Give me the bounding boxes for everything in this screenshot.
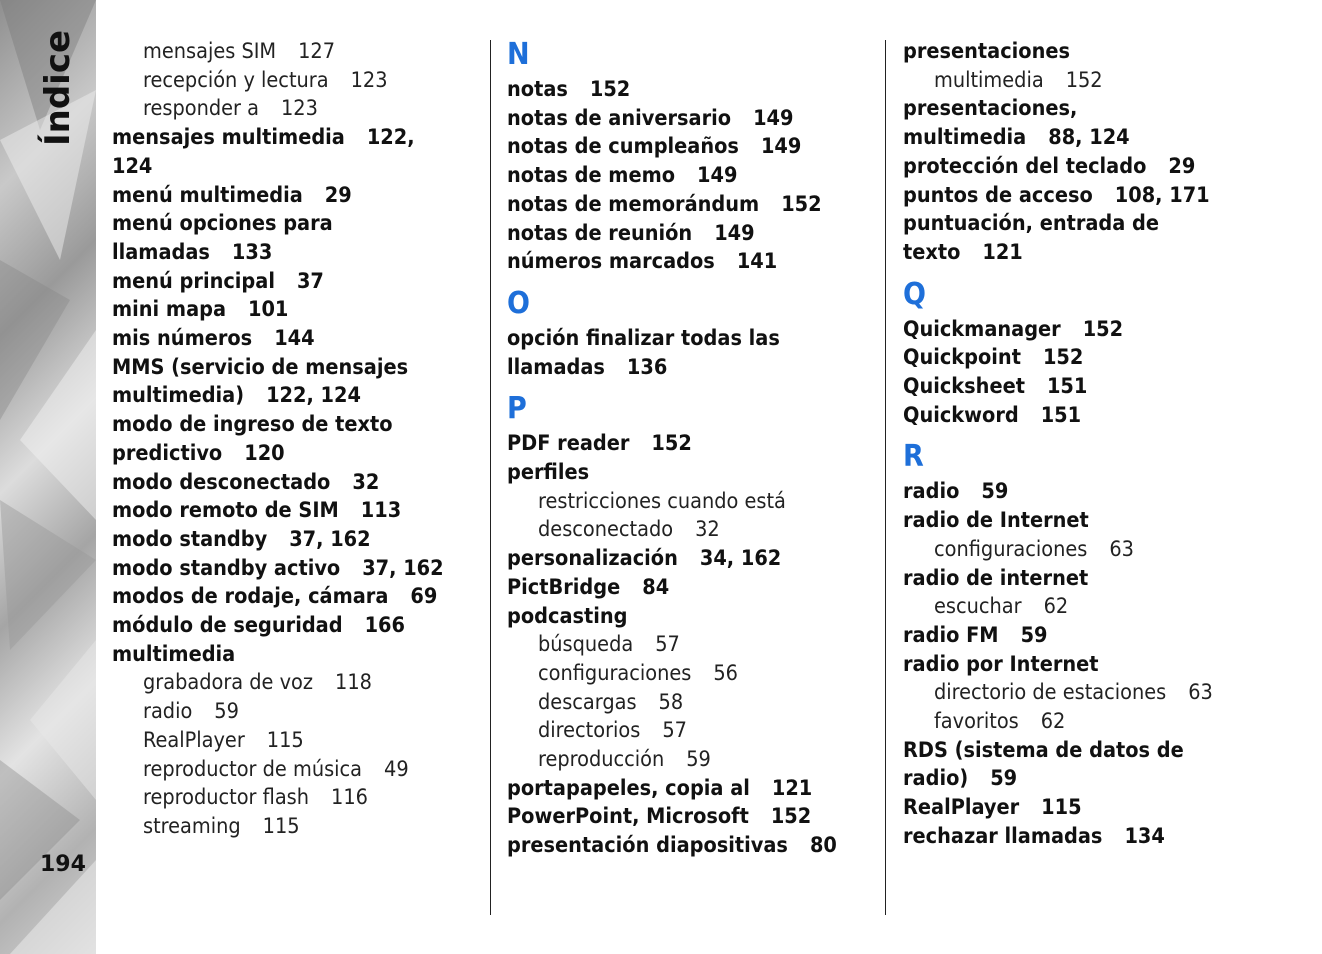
index-term: radio de Internet — [903, 508, 1089, 534]
index-subentry — [903, 708, 1275, 737]
index-term: personalización — [507, 546, 678, 572]
index-term: puntos de acceso — [903, 182, 1093, 208]
index-column-1 — [112, 38, 484, 842]
index-term: radio) — [903, 766, 969, 792]
index-term: texto — [903, 239, 961, 265]
index-page-ref: 58 — [658, 689, 684, 715]
index-page-ref: 152 — [1082, 316, 1124, 342]
index-term: desconectado — [538, 517, 674, 543]
index-page-ref: 152 — [770, 804, 812, 830]
index-term: MMS (servicio de mensajes — [112, 354, 409, 380]
index-term: perfiles — [507, 460, 590, 486]
index-entry — [112, 440, 484, 469]
index-entry — [507, 775, 879, 804]
index-term: notas de reunión — [507, 220, 693, 246]
index-term: grabadora de voz — [143, 670, 314, 696]
page-number: 194 — [40, 852, 86, 877]
index-term: responder a — [143, 96, 259, 122]
index-entry — [903, 737, 1275, 766]
index-page-ref: 108, 171 — [1114, 182, 1210, 208]
index-page-ref: 151 — [1046, 374, 1088, 400]
index-page-ref: 59 — [981, 479, 1009, 505]
index-entry — [112, 411, 484, 440]
index-term: módulo de seguridad — [112, 613, 343, 639]
index-page-ref: 152 — [1065, 67, 1103, 93]
index-page-ref: 152 — [589, 77, 631, 102]
index-term: multimedia — [112, 641, 236, 667]
index-entry — [112, 641, 484, 670]
index-term: presentaciones — [903, 39, 1071, 64]
index-entry — [112, 296, 484, 325]
index-term: números marcados — [507, 249, 715, 275]
index-entry — [903, 344, 1275, 373]
index-entry — [903, 565, 1275, 594]
index-letter-heading: O — [507, 285, 530, 321]
index-term: búsqueda — [538, 632, 634, 658]
index-page-ref: 56 — [713, 660, 738, 686]
index-term: multimedia) — [112, 383, 245, 409]
index-term: modo de ingreso de texto — [112, 412, 393, 438]
index-term: PictBridge — [507, 574, 621, 600]
index-page-ref: 32 — [695, 517, 720, 543]
index-subentry — [112, 698, 484, 727]
index-page-ref: 62 — [1043, 594, 1069, 620]
index-entry — [903, 153, 1275, 182]
index-term: predictivo — [112, 440, 223, 466]
index-letter-heading: P — [507, 391, 527, 427]
index-term: modo standby activo — [112, 555, 341, 581]
index-page-ref: 121 — [771, 775, 813, 801]
index-term: RealPlayer — [903, 795, 1020, 821]
index-page-ref: 113 — [360, 498, 402, 524]
index-page-ref: 123 — [350, 67, 388, 93]
index-entry — [903, 402, 1275, 431]
index-subentry — [903, 67, 1275, 96]
index-entry — [903, 823, 1275, 852]
index-term: modos de rodaje, cámara — [112, 584, 389, 610]
index-page-ref: 62 — [1040, 709, 1066, 735]
index-term: rechazar llamadas — [903, 823, 1103, 849]
index-page-ref: 127 — [298, 39, 336, 64]
index-page-ref: 115 — [266, 727, 304, 753]
index-entry — [112, 612, 484, 641]
index-term: RealPlayer — [143, 727, 245, 753]
index-column-3 — [903, 38, 1275, 852]
index-page-ref: 34, 162 — [699, 546, 782, 572]
index-page-ref: 122, — [366, 125, 415, 151]
index-term: puntuación, entrada de — [903, 211, 1160, 237]
index-entry — [507, 248, 879, 277]
index-entry — [903, 478, 1275, 507]
index-subentry — [507, 689, 879, 718]
index-page-ref: 29 — [324, 182, 352, 208]
index-term: multimedia — [934, 67, 1044, 93]
index-term: directorios — [538, 718, 641, 744]
index-term: 124 — [112, 153, 153, 179]
index-letter-heading: Q — [903, 276, 926, 312]
index-term: menú multimedia — [112, 182, 303, 208]
index-term: Quicksheet — [903, 374, 1025, 400]
index-term: reproducción — [538, 747, 665, 773]
index-term: presentaciones, — [903, 96, 1078, 122]
index-page-ref: 149 — [714, 220, 755, 246]
index-page-ref: 80 — [809, 833, 837, 859]
index-page-ref: 152 — [1042, 345, 1084, 371]
index-term: RDS (sistema de datos de — [903, 737, 1184, 763]
index-entry — [112, 583, 484, 612]
index-term: configuraciones — [538, 660, 692, 686]
index-entry — [507, 76, 879, 105]
index-page-ref: 121 — [982, 239, 1023, 265]
index-term: notas de cumpleaños — [507, 134, 739, 160]
index-term: radio — [903, 479, 960, 505]
index-entry — [903, 316, 1275, 345]
index-subentry — [112, 813, 484, 842]
index-subentry — [112, 95, 484, 124]
index-term: modo remoto de SIM — [112, 498, 339, 524]
index-subentry — [112, 784, 484, 813]
index-term: configuraciones — [934, 536, 1088, 562]
index-term: radio FM — [903, 622, 999, 648]
index-entry — [507, 832, 879, 861]
index-term: podcasting — [507, 603, 628, 629]
index-page-ref: 57 — [662, 718, 687, 744]
index-letter-heading: N — [507, 37, 530, 72]
index-entry — [112, 153, 484, 182]
index-page-ref: 37, 162 — [289, 526, 371, 552]
index-term: notas de memorándum — [507, 191, 760, 217]
index-term: reproductor de música — [143, 756, 363, 782]
sidebar-decoration — [0, 0, 96, 954]
index-term: notas de memo — [507, 163, 676, 189]
index-subentry — [112, 67, 484, 96]
index-subentry — [112, 756, 484, 785]
index-page-ref: 84 — [642, 574, 670, 600]
index-page-ref: 141 — [736, 249, 778, 275]
index-subentry — [112, 669, 484, 698]
index-entry — [112, 268, 484, 297]
index-term: llamadas — [507, 354, 605, 380]
index-subentry — [903, 536, 1275, 565]
index-term: Quickpoint — [903, 345, 1021, 371]
index-entry — [112, 182, 484, 211]
index-entry — [507, 459, 879, 488]
index-entry — [903, 210, 1275, 239]
index-entry — [507, 430, 879, 459]
index-term: menú principal — [112, 268, 275, 294]
index-term: multimedia — [903, 125, 1027, 151]
index-page-ref: 57 — [655, 632, 680, 658]
index-entry — [112, 497, 484, 526]
index-page-ref: 101 — [248, 297, 289, 323]
index-term: notas — [507, 77, 568, 102]
index-entry — [507, 105, 879, 134]
index-page-ref: 144 — [274, 326, 315, 352]
index-entry — [507, 133, 879, 162]
index-page-ref: 122, 124 — [266, 383, 361, 409]
index-term: streaming — [143, 813, 241, 839]
index-entry — [112, 354, 484, 383]
index-term: restricciones cuando está — [538, 488, 786, 514]
index-term: Quickmanager — [903, 316, 1061, 342]
index-page-ref: 88, 124 — [1048, 125, 1130, 151]
index-page-ref: 59 — [1020, 622, 1048, 648]
index-entry — [112, 382, 484, 411]
index-page-ref: 69 — [410, 584, 438, 610]
index-page-ref: 37 — [296, 268, 324, 294]
index-term: PDF reader — [507, 431, 630, 457]
index-entry — [507, 803, 879, 832]
index-page-ref: 133 — [231, 239, 273, 265]
index-page-ref: 152 — [781, 191, 822, 217]
index-term: menú opciones para — [112, 211, 333, 237]
index-entry — [903, 373, 1275, 402]
index-subentry — [507, 631, 879, 660]
index-entry — [903, 95, 1275, 124]
index-entry — [112, 555, 484, 584]
index-entry — [112, 526, 484, 555]
index-page-ref: 116 — [331, 785, 368, 811]
index-term: recepción y lectura — [143, 67, 329, 93]
index-entry — [903, 622, 1275, 651]
index-page-ref: 59 — [214, 699, 239, 725]
index-term: PowerPoint, Microsoft — [507, 804, 749, 830]
index-page-ref: 29 — [1168, 153, 1196, 179]
index-entry — [903, 651, 1275, 680]
index-entry — [112, 325, 484, 354]
index-term: reproductor flash — [143, 785, 310, 811]
index-entry — [507, 574, 879, 603]
index-term: favoritos — [934, 709, 1019, 735]
index-subentry — [903, 593, 1275, 622]
index-page-ref: 136 — [626, 354, 668, 380]
index-entry — [507, 191, 879, 220]
index-term: mini mapa — [112, 297, 227, 323]
index-entry — [112, 210, 484, 239]
section-title: Índice — [38, 29, 78, 147]
index-term: mis números — [112, 326, 253, 352]
index-entry — [903, 765, 1275, 794]
index-page-ref: 37, 162 — [362, 555, 444, 581]
index-term: radio — [143, 699, 193, 725]
column-divider — [885, 40, 886, 915]
index-page-ref: 149 — [697, 163, 738, 189]
index-page-ref: 115 — [1041, 795, 1082, 821]
index-term: protección del teclado — [903, 153, 1147, 179]
index-term: Quickword — [903, 402, 1019, 428]
index-entry — [903, 794, 1275, 823]
index-term: directorio de estaciones — [934, 680, 1167, 706]
index-subentry — [112, 727, 484, 756]
index-subentry — [112, 38, 484, 67]
index-term: mensajes multimedia — [112, 125, 345, 151]
index-page-ref: 115 — [262, 813, 300, 839]
index-page-ref: 120 — [244, 440, 285, 466]
index-entry — [507, 162, 879, 191]
index-page-ref: 149 — [760, 134, 802, 160]
index-page-ref: 151 — [1040, 402, 1082, 428]
index-term: portapapeles, copia al — [507, 775, 750, 801]
index-subentry — [507, 746, 879, 775]
index-subentry — [507, 660, 879, 689]
index-entry — [903, 507, 1275, 536]
index-page-ref: 63 — [1188, 680, 1213, 706]
index-page-ref: 32 — [352, 469, 380, 495]
index-page-ref: 59 — [990, 766, 1018, 792]
index-entry — [112, 124, 484, 153]
index-entry — [507, 220, 879, 249]
index-page-ref: 63 — [1109, 536, 1134, 562]
index-entry — [507, 325, 879, 354]
index-term: radio de internet — [903, 565, 1089, 591]
index-column-2 — [507, 38, 879, 861]
index-term: opción finalizar todas las — [507, 325, 780, 351]
index-letter-heading: R — [903, 439, 924, 475]
index-entry — [903, 38, 1275, 67]
index-page-ref: 166 — [364, 613, 405, 639]
index-term: modo desconectado — [112, 469, 331, 495]
index-subentry — [507, 516, 879, 545]
index-entry — [112, 469, 484, 498]
index-subentry — [507, 717, 879, 746]
index-subentry — [507, 488, 879, 517]
index-entry — [903, 239, 1275, 268]
index-entry — [903, 124, 1275, 153]
index-term: presentación diapositivas — [507, 833, 788, 859]
index-subentry — [903, 679, 1275, 708]
index-term: descargas — [538, 689, 637, 715]
index-page-ref: 118 — [335, 670, 372, 696]
index-term: escuchar — [934, 594, 1022, 620]
index-page-ref: 134 — [1124, 823, 1165, 849]
index-term: modo standby — [112, 526, 268, 552]
index-page-ref: 149 — [753, 105, 794, 131]
index-page-ref: 49 — [384, 756, 409, 782]
index-page-ref: 152 — [651, 431, 692, 457]
index-term: notas de aniversario — [507, 105, 732, 131]
index-entry — [507, 545, 879, 574]
index-page-ref: 59 — [686, 747, 711, 773]
index-entry — [507, 354, 879, 383]
index-term: radio por Internet — [903, 651, 1099, 677]
index-entry — [903, 182, 1275, 211]
index-entry — [112, 239, 484, 268]
index-term: llamadas — [112, 239, 210, 265]
index-term: mensajes SIM — [143, 39, 277, 64]
column-divider — [490, 40, 491, 915]
index-page-ref: 123 — [280, 96, 318, 122]
index-entry — [507, 603, 879, 632]
